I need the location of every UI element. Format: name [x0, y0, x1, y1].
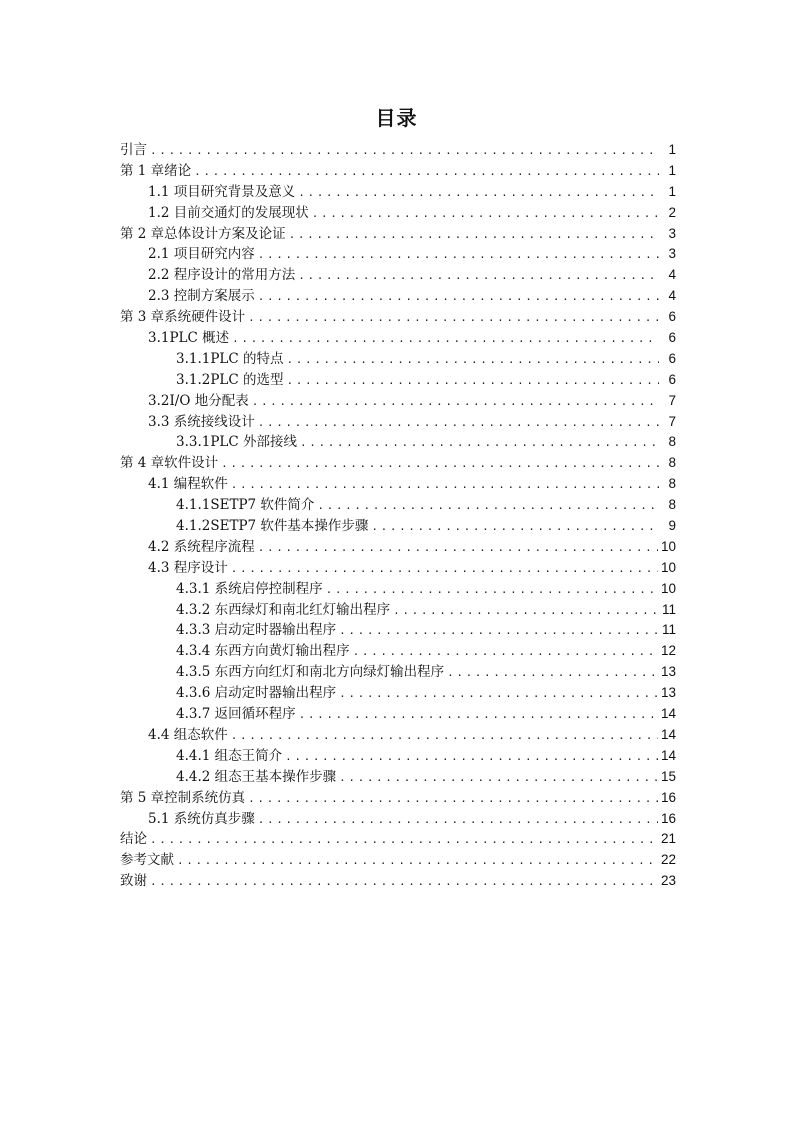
toc-entry[interactable] [120, 161, 676, 182]
toc-title: 目录 [375, 106, 418, 130]
toc-dot-leader [287, 371, 659, 392]
toc-dot-leader [231, 559, 658, 580]
toc-dot-leader [298, 183, 659, 204]
toc-dot-leader [447, 663, 658, 684]
toc-page-number: 9 [668, 518, 676, 534]
toc-page-number: 23 [660, 873, 676, 889]
toc-dot-leader [287, 350, 659, 371]
toc-page-number: 3 [668, 246, 676, 262]
toc-page-number: 14 [660, 747, 676, 763]
toc-dot-leader [258, 413, 659, 434]
toc-dot-leader [339, 621, 659, 642]
toc-dot-leader [371, 517, 659, 538]
toc-entry-label: 引言 [120, 142, 147, 158]
toc-dot-leader [258, 287, 659, 308]
toc-entry[interactable] [120, 307, 676, 328]
toc-entry-label: 4.3.4 东西方向黄灯输出程序 [176, 643, 350, 660]
toc-entry-label: 4.3.5 东西方向红灯和南北方向绿灯输出程序 [176, 664, 445, 681]
toc-page-number: 14 [660, 706, 676, 722]
toc-dot-leader [258, 538, 658, 559]
toc-dot-leader [150, 872, 658, 893]
toc-entry[interactable] [120, 767, 676, 788]
toc-page-number: 2 [668, 204, 676, 220]
toc-entry-label: 3.1PLC 概述 [148, 330, 230, 347]
toc-dot-leader [221, 454, 659, 475]
toc-entry[interactable] [120, 391, 676, 412]
toc-entry-label: 3.3 系统接线设计 [148, 413, 255, 430]
toc-page-number: 8 [668, 434, 676, 450]
toc-entry[interactable] [120, 725, 676, 746]
toc-entry[interactable] [120, 286, 676, 307]
toc-page-number: 15 [660, 768, 676, 784]
toc-entry-label: 4.3.7 返回循环程序 [176, 706, 296, 723]
toc-entry[interactable] [120, 809, 676, 830]
toc-entry[interactable] [120, 558, 676, 579]
toc-dot-leader [252, 392, 659, 413]
toc-dot-leader [285, 747, 658, 768]
toc-page-number: 10 [660, 580, 676, 596]
toc-page-number: 1 [668, 162, 676, 178]
toc-page-number: 4 [668, 288, 676, 304]
toc-entry-label: 4.1.2SETP7 软件基本操作步骤 [176, 518, 369, 535]
toc-page-number: 16 [660, 789, 676, 805]
toc-dot-leader [339, 768, 658, 789]
toc-page-number: 1 [668, 183, 676, 199]
toc-page-number: 10 [660, 559, 676, 575]
toc-entry[interactable] [120, 140, 676, 161]
toc-page-number: 16 [660, 810, 676, 826]
toc-entry[interactable] [120, 704, 676, 725]
toc-dot-leader [326, 580, 658, 601]
toc-entry[interactable] [120, 620, 676, 641]
toc-page-number: 6 [668, 309, 676, 325]
toc-page-number: 22 [660, 852, 676, 868]
toc-dot-leader [177, 851, 658, 872]
toc-entry[interactable] [120, 474, 676, 495]
toc-dot-leader [258, 245, 659, 266]
toc-entry-label: 1.1 项目研究背景及意义 [148, 183, 296, 200]
toc-entry-label: 参考文献 [120, 852, 174, 869]
toc-entry[interactable] [120, 412, 676, 433]
toc-page-number: 13 [660, 664, 676, 680]
toc-entry-label: 第 1 章绪论 [120, 162, 192, 179]
toc-entry-label: 2.3 控制方案展示 [148, 288, 255, 305]
toc-dot-leader [150, 830, 658, 851]
toc-entry[interactable] [120, 370, 676, 391]
toc-entry-label: 4.3.6 启动定时器输出程序 [176, 685, 337, 702]
toc-dot-leader [248, 308, 659, 329]
toc-page-number: 10 [660, 538, 676, 554]
toc-dot-leader [300, 433, 659, 454]
toc-page-number: 6 [668, 350, 676, 366]
toc-page-number: 13 [660, 685, 676, 701]
toc-dot-leader [353, 642, 658, 663]
toc-entry-label: 第 3 章系统硬件设计 [120, 309, 246, 326]
toc-dot-leader [393, 601, 659, 622]
toc-page-number: 21 [660, 831, 676, 847]
toc-entry[interactable] [120, 182, 676, 203]
toc-page-number: 11 [661, 601, 676, 617]
toc-entry[interactable] [120, 516, 676, 537]
toc-entry[interactable] [120, 600, 676, 621]
toc-entry-label: 4.4 组态软件 [148, 726, 228, 743]
toc-entry-label: 4.3 程序设计 [148, 559, 228, 576]
toc-entry[interactable] [120, 349, 676, 370]
toc-page-number: 14 [660, 726, 676, 742]
toc-entry-label: 3.1.2PLC 的选型 [176, 371, 284, 388]
toc-dot-leader [194, 162, 659, 183]
toc-entry[interactable] [120, 746, 676, 767]
toc-dot-leader [248, 789, 658, 810]
toc-entry-label: 3.1.1PLC 的特点 [176, 350, 284, 367]
toc-page-number: 8 [668, 476, 676, 492]
toc-entry-label: 4.3.1 系统启停控制程序 [176, 580, 323, 597]
toc-entry-label: 第 5 章控制系统仿真 [120, 789, 246, 806]
toc-entry[interactable] [120, 537, 676, 558]
toc-entry[interactable] [120, 265, 676, 286]
toc-entry-label: 4.4.1 组态王简介 [176, 747, 283, 764]
toc-entry-label: 第 2 章总体设计方案及论证 [120, 225, 286, 242]
toc-entry[interactable] [120, 683, 676, 704]
toc-entry-label: 结论 [120, 831, 147, 848]
toc-entry[interactable] [120, 579, 676, 600]
toc-page-number: 12 [660, 643, 676, 659]
toc-entry-label: 4.1.1SETP7 软件简介 [176, 497, 315, 514]
toc-entry[interactable] [120, 244, 676, 265]
toc-entry-label: 4.2 系统程序流程 [148, 538, 255, 555]
toc-entry[interactable] [120, 829, 676, 850]
toc-entry[interactable] [120, 453, 676, 474]
toc-entry-label: 1.2 目前交通灯的发展现状 [148, 204, 309, 221]
toc-page-number: 6 [668, 330, 676, 346]
toc-entry[interactable] [120, 495, 676, 516]
toc-page-number: 3 [668, 225, 676, 241]
toc-dot-leader [299, 705, 658, 726]
toc-dot-leader [150, 141, 659, 162]
table-of-contents [120, 140, 676, 892]
toc-dot-leader [231, 475, 659, 496]
toc-dot-leader [298, 266, 659, 287]
toc-entry[interactable] [120, 432, 676, 453]
toc-page-number: 7 [668, 413, 676, 429]
toc-page-number: 11 [661, 622, 676, 638]
toc-entry-label: 4.3.3 启动定时器输出程序 [176, 622, 337, 639]
toc-entry[interactable] [120, 224, 676, 245]
toc-dot-leader [289, 225, 659, 246]
toc-entry-label: 2.1 项目研究内容 [148, 246, 255, 263]
toc-dot-leader [339, 684, 658, 705]
toc-entry[interactable] [120, 850, 676, 871]
toc-page-number: 4 [668, 267, 676, 283]
toc-dot-leader [317, 496, 659, 517]
toc-entry[interactable] [120, 328, 676, 349]
toc-entry-label: 4.3.2 东西绿灯和南北红灯输出程序 [176, 601, 391, 618]
toc-dot-leader [312, 204, 659, 225]
toc-entry-label: 4.1 编程软件 [148, 476, 228, 493]
toc-entry-label: 第 4 章软件设计 [120, 455, 219, 472]
toc-dot-leader [231, 726, 658, 747]
toc-entry-label: 4.4.2 组态王基本操作步骤 [176, 768, 337, 785]
toc-entry[interactable] [120, 641, 676, 662]
toc-page-number: 8 [668, 455, 676, 471]
toc-entry-label: 2.2 程序设计的常用方法 [148, 267, 296, 284]
toc-entry[interactable] [120, 662, 676, 683]
toc-dot-leader [232, 329, 659, 350]
toc-entry[interactable] [120, 203, 676, 224]
toc-entry-label: 致谢 [120, 873, 147, 890]
toc-page-number: 6 [668, 371, 676, 387]
toc-entry[interactable] [120, 871, 676, 892]
toc-entry-label: 3.2I/O 地分配表 [148, 392, 249, 409]
toc-page-number: 8 [668, 497, 676, 513]
toc-entry-label: 3.3.1PLC 外部接线 [176, 434, 298, 451]
toc-entry[interactable] [120, 788, 676, 809]
toc-entry-label: 5.1 系统仿真步骤 [148, 810, 255, 827]
toc-page-number: 7 [668, 392, 676, 408]
toc-dot-leader [258, 810, 658, 831]
toc-page-number: 1 [668, 142, 676, 157]
